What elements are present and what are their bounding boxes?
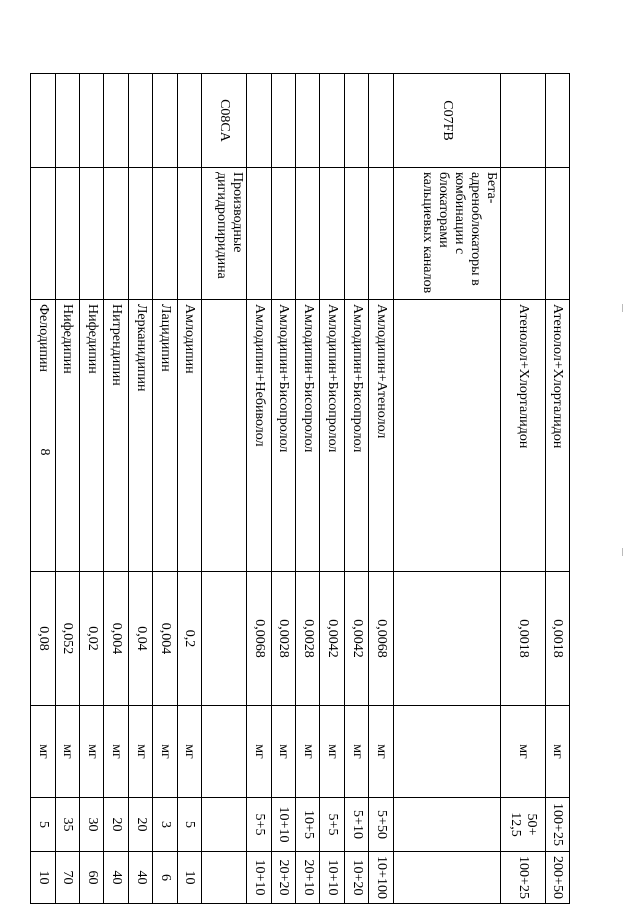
table-row <box>79 74 103 904</box>
atc-code-cell <box>320 74 344 168</box>
ddd-value-cell: 0,0028 <box>271 572 295 706</box>
group-name-cell <box>296 168 320 300</box>
group-name-cell <box>31 168 56 300</box>
dose-1-cell: 50+ 12,5 <box>500 798 545 852</box>
dose-1-cell: 10+10 <box>271 798 295 852</box>
dose-2-cell: 10+10 <box>247 852 271 904</box>
dose-2-cell: 10 <box>177 852 201 904</box>
ddd-value-cell: 0,0018 <box>500 572 545 706</box>
dose-2-cell: 10 <box>31 852 56 904</box>
atc-code-cell <box>296 74 320 168</box>
group-name-cell <box>320 168 344 300</box>
table-row <box>247 74 271 904</box>
unit-cell: мг <box>177 706 201 798</box>
dose-1-cell <box>393 798 500 852</box>
dose-2-cell: 40 <box>104 852 128 904</box>
group-name-cell: Бета-адреноблокаторы в комбинации с блокаторами кальциевых каналов <box>393 168 500 300</box>
drug-dosage-table <box>30 73 570 904</box>
unit-cell: мг <box>79 706 103 798</box>
drug-name-cell: Атенолол+Хлорталидон <box>545 300 569 572</box>
ddd-value-cell: 0,0028 <box>296 572 320 706</box>
dose-2-cell: 200+50 <box>545 852 569 904</box>
atc-code-cell <box>104 74 128 168</box>
table-row <box>271 74 295 904</box>
dose-2-cell: 100+25 <box>500 852 545 904</box>
drug-name-cell: Амлодипин+Бисопролол <box>271 300 295 572</box>
scan-mark <box>622 548 623 556</box>
ddd-value-cell: 0,04 <box>128 572 152 706</box>
unit-cell <box>202 706 247 798</box>
atc-code-cell <box>545 74 569 168</box>
unit-cell: мг <box>344 706 368 798</box>
ddd-value-cell <box>202 572 247 706</box>
dose-1-cell: 5+50 <box>369 798 393 852</box>
ddd-value-cell: 0,0068 <box>369 572 393 706</box>
group-name-cell <box>128 168 152 300</box>
group-name-cell <box>153 168 177 300</box>
group-name-cell <box>545 168 569 300</box>
table-row <box>177 74 201 904</box>
atc-code-cell <box>31 74 56 168</box>
rotated-table-frame <box>30 73 570 903</box>
unit-cell: мг <box>500 706 545 798</box>
dose-2-cell: 10+10 <box>320 852 344 904</box>
drug-name-cell: Амлодипин+Бисопролол <box>344 300 368 572</box>
ddd-value-cell: 0,08 <box>31 572 56 706</box>
group-name-cell <box>104 168 128 300</box>
group-name-cell <box>271 168 295 300</box>
group-name-cell <box>177 168 201 300</box>
drug-name-cell: Нифедипин <box>55 300 79 572</box>
ddd-value-cell: 0,004 <box>104 572 128 706</box>
ddd-value-cell: 0,0042 <box>320 572 344 706</box>
scan-mark <box>622 304 623 312</box>
unit-cell: мг <box>153 706 177 798</box>
drug-name-cell: Нифедипин <box>79 300 103 572</box>
atc-code-cell <box>500 74 545 168</box>
ddd-value-cell: 0,0018 <box>545 572 569 706</box>
dose-1-cell: 20 <box>128 798 152 852</box>
drug-name-cell: Амлодипин <box>177 300 201 572</box>
atc-code-cell <box>128 74 152 168</box>
table-row <box>369 74 393 904</box>
dose-1-cell: 5+10 <box>344 798 368 852</box>
drug-name-cell: Амлодипин+Небиволол <box>247 300 271 572</box>
dose-1-cell: 100+25 <box>545 798 569 852</box>
dose-2-cell: 40 <box>128 852 152 904</box>
drug-name-cell: Лерканидипин <box>128 300 152 572</box>
table-row <box>202 74 247 904</box>
dose-1-cell: 30 <box>79 798 103 852</box>
ddd-value-cell: 0,004 <box>153 572 177 706</box>
atc-code-cell <box>344 74 368 168</box>
table-row <box>344 74 368 904</box>
dose-2-cell <box>202 852 247 904</box>
dose-1-cell: 35 <box>55 798 79 852</box>
group-name-cell <box>500 168 545 300</box>
table-row <box>296 74 320 904</box>
unit-cell: мг <box>369 706 393 798</box>
table-row <box>55 74 79 904</box>
atc-code-cell: C07FB <box>393 74 500 168</box>
group-name-cell: Производные дигидропиридина <box>202 168 247 300</box>
rotated-table-content <box>30 73 570 903</box>
ddd-value-cell: 0,2 <box>177 572 201 706</box>
unit-cell <box>393 706 500 798</box>
drug-name-cell: Атенолол+Хлорталидон <box>500 300 545 572</box>
table-body <box>31 74 570 904</box>
dose-1-cell: 5+5 <box>247 798 271 852</box>
atc-code-cell <box>271 74 295 168</box>
drug-name-cell: Нитрендипин <box>104 300 128 572</box>
atc-code-cell <box>247 74 271 168</box>
table-row <box>104 74 128 904</box>
drug-name-cell: Лацидипин <box>153 300 177 572</box>
page-number: 8 <box>37 448 52 456</box>
ddd-value-cell: 0,02 <box>79 572 103 706</box>
unit-cell: мг <box>31 706 56 798</box>
dose-2-cell: 10+20 <box>344 852 368 904</box>
group-name-cell <box>55 168 79 300</box>
dose-2-cell: 10+100 <box>369 852 393 904</box>
dose-2-cell: 6 <box>153 852 177 904</box>
dose-1-cell: 10+5 <box>296 798 320 852</box>
table-row <box>545 74 569 904</box>
table-row <box>393 74 500 904</box>
table-row <box>500 74 545 904</box>
drug-name-cell: Амлодипин+Бисопролол <box>296 300 320 572</box>
ddd-value-cell: 0,0068 <box>247 572 271 706</box>
table-row <box>31 74 56 904</box>
group-name-cell <box>344 168 368 300</box>
atc-code-cell <box>177 74 201 168</box>
group-name-cell <box>247 168 271 300</box>
dose-1-cell: 5 <box>177 798 201 852</box>
drug-name-cell <box>393 300 500 572</box>
unit-cell: мг <box>247 706 271 798</box>
unit-cell: мг <box>55 706 79 798</box>
table-row <box>128 74 152 904</box>
dose-1-cell: 5+5 <box>320 798 344 852</box>
atc-code-cell <box>79 74 103 168</box>
unit-cell: мг <box>128 706 152 798</box>
drug-name-cell <box>202 300 247 572</box>
table-row <box>153 74 177 904</box>
dose-1-cell: 20 <box>104 798 128 852</box>
dose-1-cell: 5 <box>31 798 56 852</box>
atc-code-cell <box>153 74 177 168</box>
unit-cell: мг <box>320 706 344 798</box>
unit-cell: мг <box>296 706 320 798</box>
ddd-value-cell: 0,052 <box>55 572 79 706</box>
dose-2-cell: 20+20 <box>271 852 295 904</box>
dose-2-cell: 70 <box>55 852 79 904</box>
dose-2-cell <box>393 852 500 904</box>
atc-code-cell <box>369 74 393 168</box>
dose-1-cell: 3 <box>153 798 177 852</box>
atc-code-cell <box>55 74 79 168</box>
dose-1-cell <box>202 798 247 852</box>
ddd-value-cell <box>393 572 500 706</box>
unit-cell: мг <box>545 706 569 798</box>
drug-name-cell: Фелодипин <box>31 300 56 572</box>
table-row <box>320 74 344 904</box>
group-name-cell <box>369 168 393 300</box>
drug-name-cell: Амлодипин+Бисопролол <box>320 300 344 572</box>
dose-2-cell: 20+10 <box>296 852 320 904</box>
unit-cell: мг <box>104 706 128 798</box>
ddd-value-cell: 0,0042 <box>344 572 368 706</box>
unit-cell: мг <box>271 706 295 798</box>
atc-code-cell: C08CA <box>202 74 247 168</box>
dose-2-cell: 60 <box>79 852 103 904</box>
drug-name-cell: Амлодипин+Атенолол <box>369 300 393 572</box>
group-name-cell <box>79 168 103 300</box>
